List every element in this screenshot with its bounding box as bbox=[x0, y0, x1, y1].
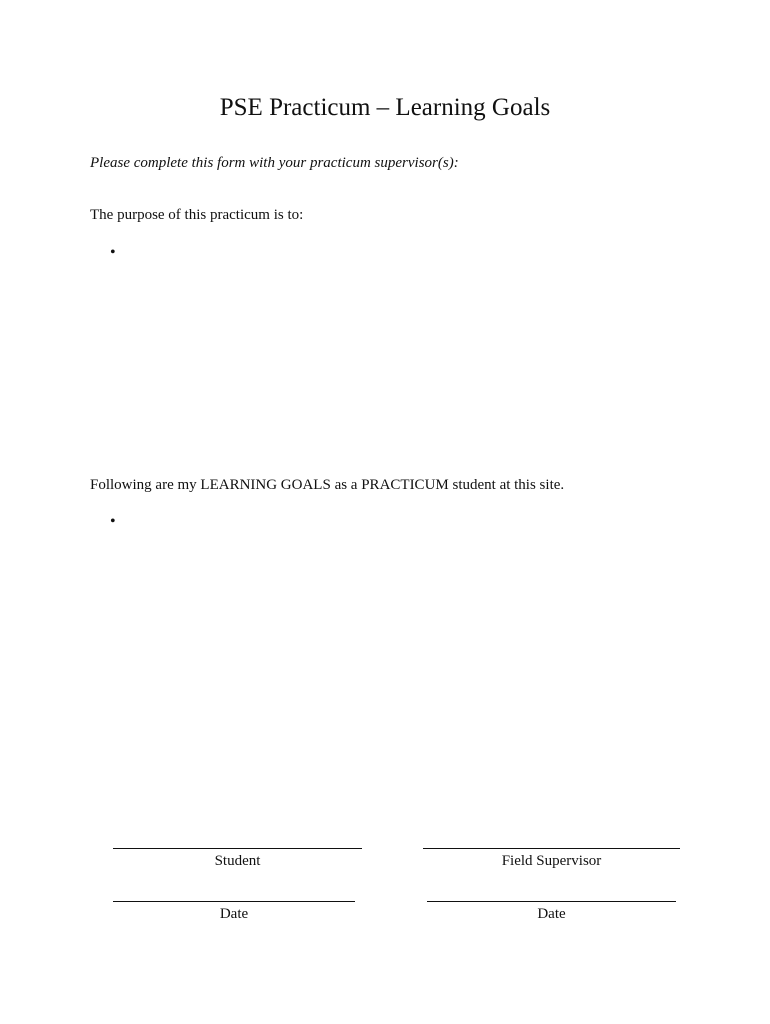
goals-bullet: • bbox=[110, 513, 116, 530]
purpose-prompt: The purpose of this practicum is to: bbox=[90, 207, 304, 223]
student-signature-label: Student bbox=[214, 853, 261, 869]
student-signature-block bbox=[113, 848, 362, 871]
purpose-bullet: • bbox=[110, 244, 116, 261]
student-date-block bbox=[113, 901, 355, 924]
supervisor-date-block bbox=[427, 901, 676, 924]
goals-answer-area[interactable] bbox=[128, 509, 688, 809]
page-title: PSE Practicum – Learning Goals bbox=[219, 94, 551, 121]
instruction-text: Please complete this form with your practicum supervisor(s): bbox=[90, 155, 459, 171]
supervisor-signature-label: Field Supervisor bbox=[501, 853, 602, 869]
purpose-answer-area[interactable] bbox=[128, 240, 688, 440]
student-date-label: Date bbox=[219, 906, 249, 922]
goals-prompt: Following are my LEARNING GOALS as a PRACTICUM student at this site. bbox=[90, 477, 565, 493]
supervisor-date-label: Date bbox=[537, 906, 566, 922]
supervisor-signature-block bbox=[423, 848, 680, 871]
